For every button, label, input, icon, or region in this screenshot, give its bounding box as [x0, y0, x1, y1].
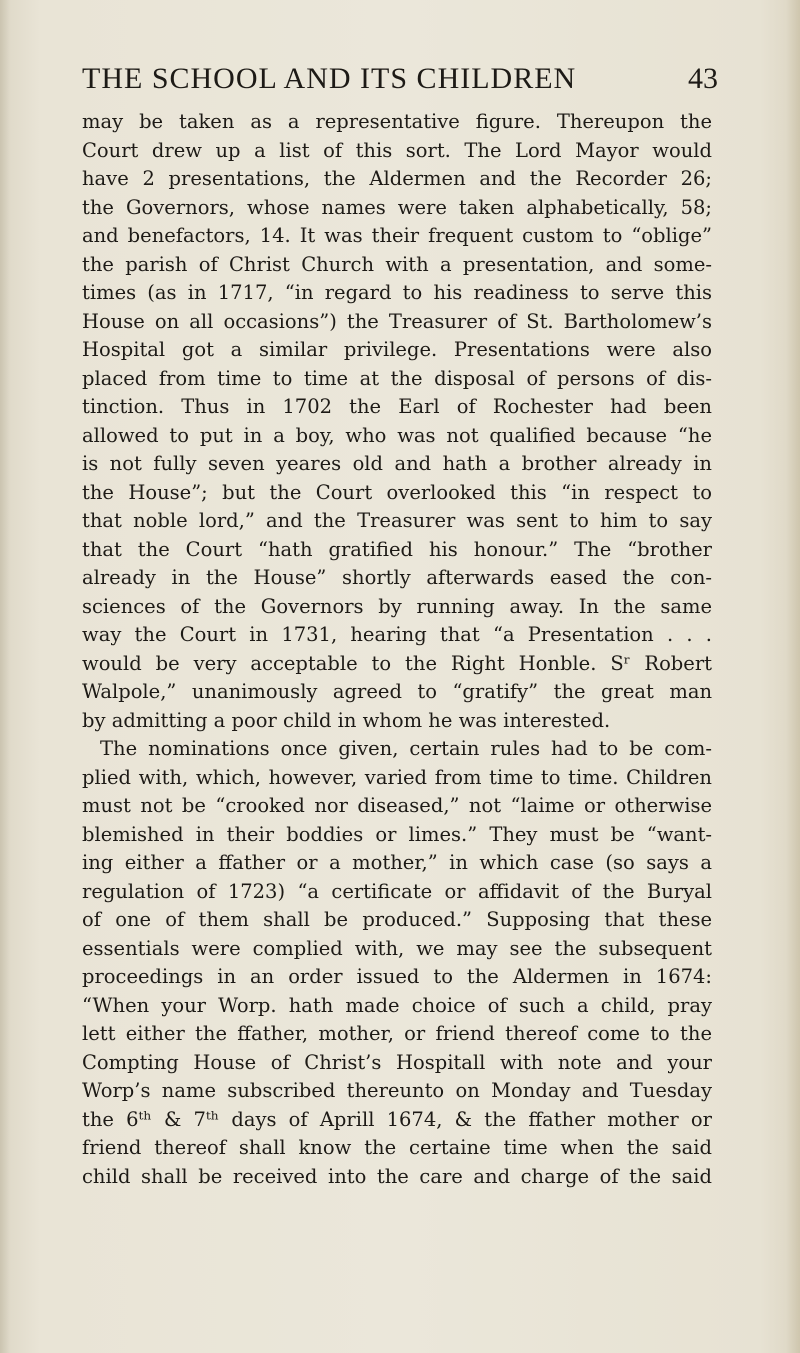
text-line: blemished in their boddies or limes.” They must be “want-	[82, 822, 712, 846]
running-head: THE SCHOOL AND ITS CHILDREN	[82, 62, 577, 95]
page-gutter-shadow	[786, 0, 800, 1353]
text-line: the House”; but the Court overlooked this “in respect to	[82, 480, 712, 504]
text-line: by admitting a poor child in whom he was interested.	[82, 708, 611, 732]
text-line: proceedings in an order issued to the Aldermen in 1674:	[82, 965, 712, 988]
text-line: times (as in 1717, “in regard to his readiness to serve this	[82, 281, 712, 304]
text-line: that noble lord,” and the Treasurer was sent to him to say	[82, 509, 712, 532]
body-text	[82, 108, 712, 1191]
text-line: Hospital got a similar privilege. Presentations were also	[82, 338, 712, 361]
text-line: plied with, which, however, varied from time to time. Children	[82, 765, 712, 789]
text-line: tinction. Thus in 1702 the Earl of Rochester had been	[82, 395, 712, 418]
text-line: is not fully seven yeares old and hath a brother already in	[82, 452, 712, 475]
text-line: friend thereof shall know the certaine time when the said	[82, 1136, 712, 1159]
text-line: child shall be received into the care and charge of the said	[82, 1164, 712, 1188]
text-line: regulation of 1723) “a certificate or affidavit of the Buryal	[82, 879, 712, 903]
text-line: Worp’s name subscribed thereunto on Monday and Tuesday	[82, 1079, 712, 1102]
text-line: may be taken as a representative figure. Thereupon the	[82, 110, 712, 133]
text-line: essentials were complied with, we may see the subsequent	[82, 936, 712, 960]
text-line: already in the House” shortly afterwards eased the con-	[82, 566, 712, 589]
text-line: way the Court in 1731, hearing that “a Presentation . . .	[82, 623, 712, 646]
text-line: the Governors, whose names were taken alphabetically, 58;	[82, 195, 712, 219]
page-left-edge-shadow	[0, 0, 10, 1353]
page-header	[0, 62, 800, 102]
text-line: “When your Worp. hath made choice of such a child, pray	[82, 993, 712, 1017]
text-line: allowed to put in a boy, who was not qualified because “he	[82, 423, 712, 447]
text-line: Compting House of Christ’s Hospitall with note and your	[82, 1050, 712, 1074]
text-line: and benefactors, 14. It was their frequent custom to “oblige”	[82, 224, 712, 247]
text-line: The nominations once given, certain rules had to be com-	[100, 737, 712, 760]
text-line: of one of them shall be produced.” Supposing that these	[82, 908, 712, 931]
text-line: ing either a ffather or a mother,” in which case (so says a	[82, 851, 712, 874]
text-line: sciences of the Governors by running away. In the same	[82, 594, 712, 618]
text-line: that the Court “hath gratified his honour.” The “brother	[82, 537, 712, 561]
text-line: the 6ᵗʰ & 7ᵗʰ days of Aprill 1674, & the ffather mother or	[82, 1107, 712, 1131]
text-line: placed from time to time at the disposal of persons of dis-	[82, 366, 712, 390]
text-line: would be very acceptable to the Right Honble. Sʳ Robert	[82, 651, 712, 675]
text-line: Walpole,” unanimously agreed to “gratify” the great man	[82, 680, 712, 703]
text-line: have 2 presentations, the Aldermen and the Recorder 26;	[82, 167, 712, 190]
page-number: 43	[688, 62, 718, 95]
text-line: the parish of Christ Church with a presentation, and some-	[82, 252, 712, 276]
text-line: must not be “crooked nor diseased,” not “laime or otherwise	[82, 794, 712, 817]
text-line: Court drew up a list of this sort. The Lord Mayor would	[82, 138, 712, 162]
text-line: House on all occasions”) the Treasurer of St. Bartholomew’s	[82, 309, 712, 333]
text-line: lett either the ffather, mother, or friend thereof come to the	[82, 1022, 712, 1045]
